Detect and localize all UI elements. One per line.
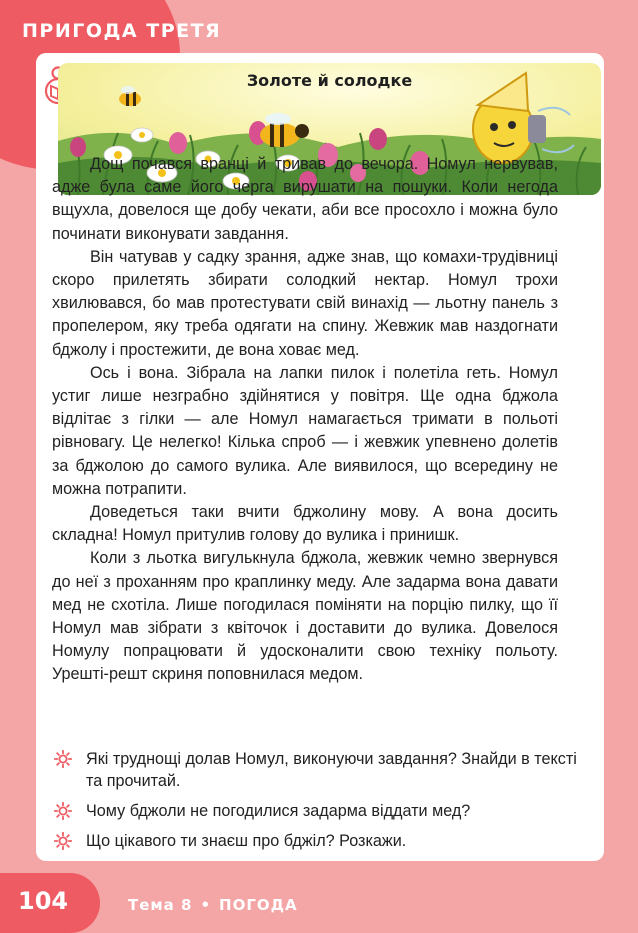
question-text: Чому бджоли не погодилися задарма віддати мед?	[86, 802, 471, 820]
story-paragraph: Коли з льотка вигулькнула бджола, жевжик чемно звернувся до неї з проханням про краплинку меду. Але задарма вона давати мед не схотіла. Лише погодилася поміняти на порцію пилку, що її Номул мав зібрати з квіточок і доставити до вулика. Довелося Номулу попрацювати й удосконалити свою техніку польоту. Урешті-решт скриня поповнилася медом.	[52, 549, 558, 684]
story-paragraph: Доведеться таки вчити бджолину мову. А вона досить складна! Номул притулив голову до вулика і принишк.	[52, 503, 558, 545]
sun-bullet-icon	[54, 750, 72, 768]
question-item	[54, 830, 584, 852]
sun-bullet-icon	[54, 832, 72, 850]
story-text	[52, 153, 558, 687]
story-paragraph: Він чатував у садку зрання, адже знав, що комахи-трудівниці скоро прилетять збирати солодкий нектар. Номул трохи хвилювався, бо мав протестувати свій винахід — льотну панель з пропелером, яку треба одягати на спину. Жевжик мав наздогнати бджолу і простежити, де вона ховає мед.	[52, 247, 558, 359]
story-paragraph: Ось і вона. Зібрала на лапки пилок і полетіла геть. Номул устиг лише незграбно здійнятися у повітря. Ще одна бджола відлітає з гілки — але Номул намагається тримати в польоті рівновагу. Це нелегко! Кілька спроб — і жевжик упевнено долетів за бджолою до самого вулика. Але виявилося, що всередину не можна потрапити.	[52, 363, 558, 498]
page-number-tab	[0, 873, 100, 933]
theme-label: Тема 8	[128, 896, 193, 914]
chapter-title: ПРИГОДА ТРЕТЯ	[22, 20, 222, 42]
theme-separator: •	[200, 896, 212, 914]
page-number: 104	[18, 887, 69, 915]
theme-name: ПОГОДА	[219, 896, 298, 914]
question-item	[54, 748, 584, 792]
questions-list	[54, 748, 584, 860]
question-text: Які труднощі долав Номул, виконуючи завдання? Знайди в тексті та прочитай.	[86, 750, 577, 790]
question-text: Що цікавого ти знаєш про бджіл? Розкажи.	[86, 832, 407, 850]
story-title: Золоте й солодке	[246, 71, 413, 90]
story-paragraph: Дощ почався вранці й тривав до вечора. Номул нервував, адже була саме його черга вирушати на пошуки. Коли негода вщухла, довелося ще добу чекати, аби все просохло і можна було починати виконувати завдання.	[52, 155, 558, 243]
sun-bullet-icon	[54, 802, 72, 820]
question-item	[54, 800, 584, 822]
footer-theme	[128, 896, 298, 914]
